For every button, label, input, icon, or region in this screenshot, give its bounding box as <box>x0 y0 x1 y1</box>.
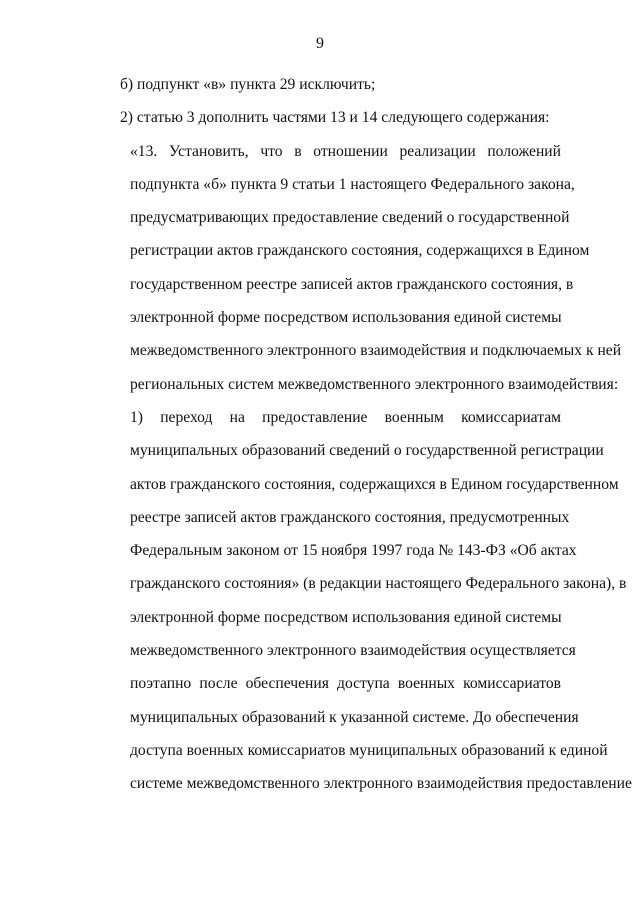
paragraph-line: подпункта «б» пункта 9 статьи 1 настоящего Федерального закона, <box>130 175 575 193</box>
paragraph-line: предусматривающих предоставление сведений о государственной <box>130 209 570 227</box>
paragraph-line: региональных систем межведомственного электронного взаимодействия: <box>130 375 619 393</box>
paragraph-item-1 <box>76 401 632 801</box>
paragraph-line: 1) переход на предоставление военным комиссариатам <box>130 408 561 426</box>
paragraph-line: регистрации актов гражданского состояния, содержащихся в Едином <box>130 242 590 260</box>
document-body <box>76 68 632 801</box>
paragraph-part-13 <box>76 135 622 401</box>
paragraph-line: электронной форме посредством использования единой системы <box>130 309 562 327</box>
paragraph-line: государственном реестре записей актов гражданского состояния, в <box>130 275 574 293</box>
paragraph-line: системе межведомственного электронного взаимодействия предоставление <box>130 775 632 793</box>
paragraph-line: актов гражданского состояния, содержащихся в Едином государственном <box>130 475 619 493</box>
paragraph-line: муниципальных образований к указанной системе. До обеспечения <box>130 708 579 726</box>
paragraph-line: муниципальных образований сведений о государственной регистрации <box>130 442 604 460</box>
paragraph-line: «13. Установить, что в отношении реализации положений <box>130 142 561 160</box>
paragraph-line: реестре записей актов гражданского состояния, предусмотренных <box>130 508 570 526</box>
paragraph-line: поэтапно после обеспечения доступа военных комиссариатов <box>130 675 561 693</box>
paragraph-article-3-amendment: 2) статью 3 дополнить частями 13 и 14 следующего содержания: <box>120 109 550 127</box>
paragraph-line: электронной форме посредством использования единой системы <box>130 608 562 626</box>
page-number: 9 <box>316 35 324 52</box>
paragraph-line: гражданского состояния» (в редакции настоящего Федерального закона), в <box>130 575 627 593</box>
paragraph-line: Федеральным законом от 15 ноября 1997 года № 143-ФЗ «Об актах <box>130 542 577 560</box>
paragraph-line: межведомственного электронного взаимодействия и подключаемых к ней <box>130 342 622 360</box>
paragraph-line: доступа военных комиссариатов муниципальных образований к единой <box>130 741 608 759</box>
paragraph-subpoint-b: б) подпункт «в» пункта 29 исключить; <box>120 76 376 93</box>
paragraph-line: межведомственного электронного взаимодействия осуществляется <box>130 642 576 660</box>
